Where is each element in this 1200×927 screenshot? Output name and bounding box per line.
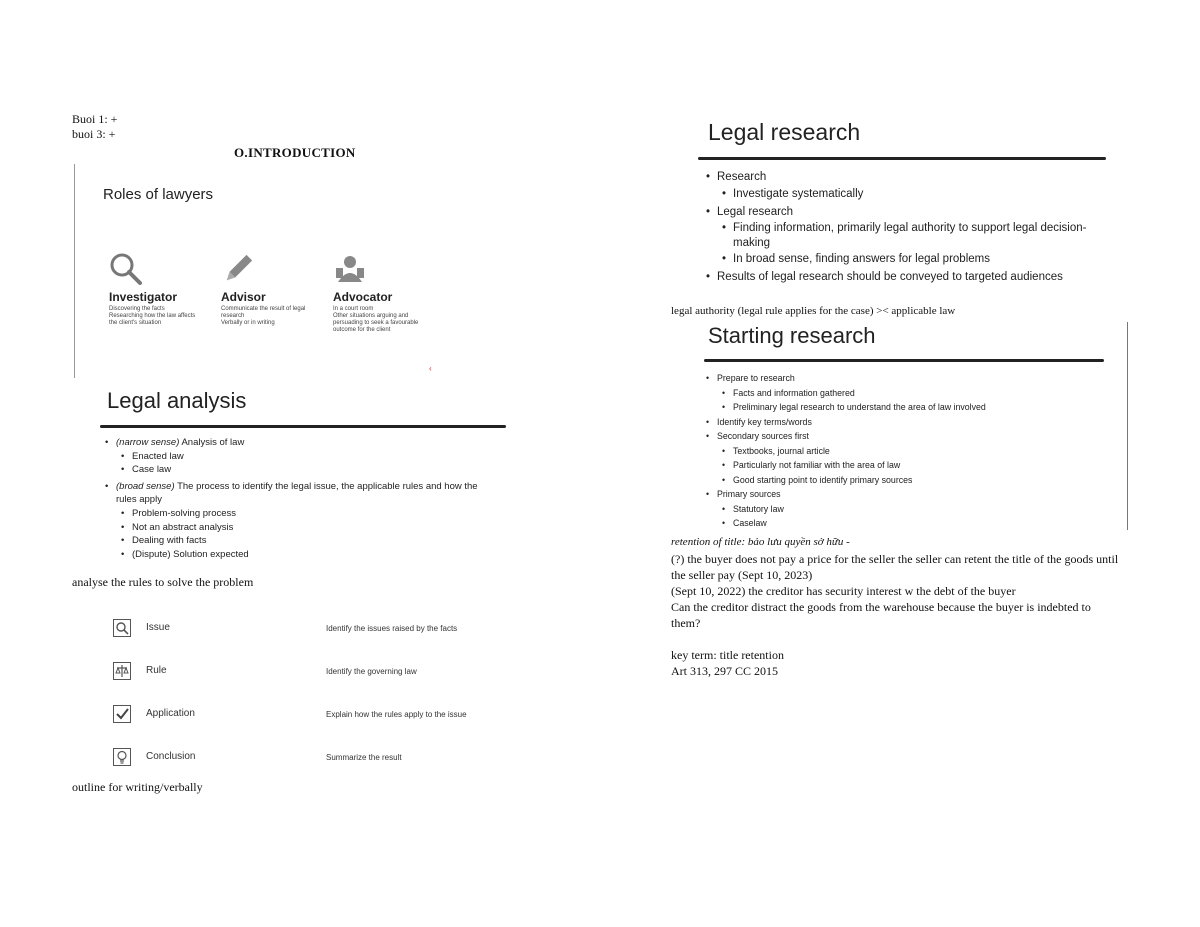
irac-row bbox=[113, 748, 131, 766]
outline-note: outline for writing/verbally bbox=[72, 780, 203, 794]
role-desc-line: Other situations arguing and bbox=[333, 313, 409, 319]
articles-note: Art 313, 297 CC 2015 bbox=[671, 664, 779, 678]
role-desc-line: Verbally or in writing bbox=[221, 320, 275, 326]
list-item: • Investigate systematically bbox=[733, 186, 1097, 203]
starting-research-divider bbox=[704, 359, 1104, 362]
starting-research-bullets bbox=[717, 371, 1107, 531]
checkmark-icon bbox=[113, 705, 131, 723]
starting-bullet bbox=[717, 371, 1107, 415]
role-desc-line: the client's situation bbox=[109, 320, 162, 326]
irac-label-issue: Issue bbox=[146, 622, 170, 633]
analysis-bullet-text: The process to identify the legal issue, the applicable rules and how the rules apply bbox=[116, 480, 478, 506]
list-item: • Particularly not familiar with the area of law bbox=[733, 458, 1107, 473]
intro-heading: O.INTRODUCTION bbox=[234, 145, 356, 160]
roles-slide-title: Roles of lawyers bbox=[103, 186, 214, 203]
note-line: them? bbox=[671, 616, 701, 630]
pencil-icon bbox=[221, 252, 255, 291]
role-title-advocator: Advocator bbox=[333, 290, 393, 304]
starting-bullet-text: Secondary sources first bbox=[717, 431, 809, 441]
legal-analysis-title: Legal analysis bbox=[107, 388, 247, 413]
research-bullet: • Results of legal research should be conveyed to targeted audiences bbox=[717, 269, 1097, 286]
key-term-note: key term: title retention bbox=[671, 648, 784, 662]
analysis-bullet-text: Analysis of law bbox=[179, 437, 245, 448]
legal-authority-note: legal authority (legal rule applies for the case) >< applicable law bbox=[671, 305, 956, 317]
irac-row bbox=[113, 619, 131, 637]
research-bullet-text: Research bbox=[717, 171, 767, 183]
irac-row bbox=[113, 662, 131, 680]
list-item: • Good starting point to identify primary sources bbox=[733, 473, 1107, 488]
role-desc-line: Communicate the result of legal bbox=[221, 306, 306, 312]
role-desc-line: In a court room bbox=[333, 306, 374, 312]
note-line: (Sept 10, 2022) the creditor has security interest w the debt of the buyer bbox=[671, 584, 1016, 598]
note-line: the seller pay (Sept 10, 2023) bbox=[671, 568, 813, 582]
search-icon bbox=[113, 619, 131, 637]
lightbulb-icon bbox=[113, 748, 131, 766]
role-desc-line: research bbox=[221, 313, 245, 319]
session-1-note: Buoi 1: + bbox=[72, 112, 118, 126]
research-bullet bbox=[717, 204, 1097, 269]
irac-row bbox=[113, 705, 131, 723]
irac-desc-application: Explain how the rules apply to the issue bbox=[326, 710, 467, 719]
list-item: • Facts and information gathered bbox=[733, 386, 1107, 401]
list-item: • Caselaw bbox=[733, 516, 1107, 531]
analysis-bullet-broad bbox=[116, 480, 496, 562]
list-item: • Finding information, primarily legal authority to support legal decision-making bbox=[733, 221, 1097, 251]
irac-desc-rule: Identify the governing law bbox=[326, 667, 417, 676]
list-item: • Problem-solving process bbox=[132, 507, 496, 521]
list-item: • (Dispute) Solution expected bbox=[132, 548, 496, 562]
role-desc-line: outcome for the client bbox=[333, 327, 391, 333]
role-desc-advisor bbox=[221, 306, 331, 327]
starting-bullet bbox=[717, 429, 1107, 487]
role-desc-line: persuading to seek a favourable bbox=[333, 320, 419, 326]
starting-bullet: • Identify key terms/words bbox=[717, 415, 1107, 430]
slide-border bbox=[1127, 322, 1128, 530]
slide-corner-mark: ‹ bbox=[429, 364, 432, 373]
irac-label-rule: Rule bbox=[146, 665, 167, 676]
role-desc-investigator bbox=[109, 306, 219, 327]
legal-research-bullets bbox=[717, 169, 1097, 286]
research-bullet-text: Legal research bbox=[717, 205, 794, 218]
starting-research-title: Starting research bbox=[708, 323, 876, 348]
analysis-bullet-narrow bbox=[116, 436, 496, 477]
narrow-sense-label: (narrow sense) bbox=[116, 437, 180, 448]
retention-of-title-note: retention of title: bảo lưu quyền sở hữu - bbox=[671, 536, 850, 548]
list-item: • Preliminary legal research to understand the area of law involved bbox=[733, 400, 1107, 415]
list-item: • Case law bbox=[132, 463, 496, 477]
irac-desc-conclusion: Summarize the result bbox=[326, 753, 402, 762]
role-title-investigator: Investigator bbox=[109, 290, 178, 304]
role-desc-line: Discovering the facts bbox=[109, 306, 165, 312]
case-notes bbox=[671, 551, 1119, 631]
starting-bullet-text: Primary sources bbox=[717, 489, 781, 499]
research-bullet bbox=[717, 169, 1097, 204]
list-item: • Not an abstract analysis bbox=[132, 521, 496, 535]
roles-slide bbox=[74, 164, 445, 378]
irac-label-application: Application bbox=[146, 708, 195, 719]
starting-bullet-text: Prepare to research bbox=[717, 373, 795, 383]
note-line: (?) the buyer does not pay a price for the seller the seller can retent the title of the goods until bbox=[671, 552, 1119, 566]
investigator-icon bbox=[109, 252, 143, 291]
irac-desc-issue: Identify the issues raised by the facts bbox=[326, 624, 458, 633]
broad-sense-label: (broad sense) bbox=[116, 480, 175, 492]
list-item: • In broad sense, finding answers for legal problems bbox=[733, 251, 1097, 268]
legal-research-title: Legal research bbox=[708, 119, 861, 145]
advocate-icon bbox=[333, 252, 367, 291]
list-item: • Statutory law bbox=[733, 502, 1107, 517]
legal-analysis-divider bbox=[100, 425, 506, 428]
legal-analysis-bullets bbox=[116, 436, 496, 561]
list-item: • Dealing with facts bbox=[132, 534, 496, 548]
note-line: Can the creditor distract the goods from the warehouse because the buyer is indebted to bbox=[671, 600, 1091, 614]
analyse-note: analyse the rules to solve the problem bbox=[72, 575, 254, 589]
role-title-advisor: Advisor bbox=[221, 290, 266, 304]
irac-label-conclusion: Conclusion bbox=[146, 751, 196, 762]
legal-research-divider bbox=[698, 157, 1106, 160]
list-item: • Textbooks, journal article bbox=[733, 444, 1107, 459]
starting-bullet bbox=[717, 487, 1107, 531]
list-item: • Enacted law bbox=[132, 450, 496, 464]
role-desc-line: Researching how the law affects bbox=[109, 313, 196, 319]
scales-icon bbox=[113, 662, 131, 680]
role-desc-advocator bbox=[333, 306, 443, 334]
session-3-note: buoi 3: + bbox=[72, 127, 116, 141]
